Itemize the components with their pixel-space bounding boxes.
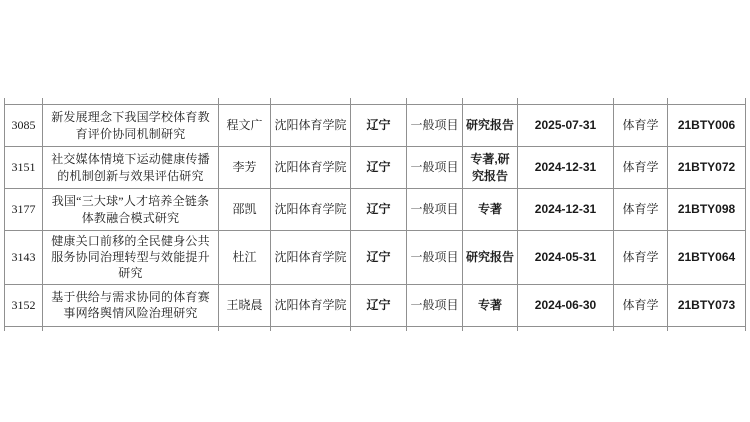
clipped-cell: [271, 326, 351, 331]
cell-due-date: 2024-12-31: [518, 147, 614, 189]
clipped-cell: [668, 326, 746, 331]
cell-province: 辽宁: [351, 105, 407, 147]
clipped-row-bottom: [5, 326, 746, 331]
cell-seq: 3085: [5, 105, 43, 147]
table-row: [5, 231, 746, 285]
cell-province: 辽宁: [351, 147, 407, 189]
cell-project-code: 21BTY006: [668, 105, 746, 147]
cell-discipline: 体育学: [614, 284, 668, 326]
cell-seq: 3177: [5, 189, 43, 231]
cell-province: 辽宁: [351, 189, 407, 231]
clipped-cell: [5, 326, 43, 331]
cell-title: 基于供给与需求协同的体育赛事网络舆情风险治理研究: [43, 284, 219, 326]
cell-result-form: 专著: [463, 189, 518, 231]
cell-project-type: 一般项目: [407, 231, 463, 285]
cell-leader: 王晓晨: [219, 284, 271, 326]
cell-discipline: 体育学: [614, 231, 668, 285]
cell-project-type: 一般项目: [407, 147, 463, 189]
cell-seq: 3143: [5, 231, 43, 285]
clipped-cell: [43, 326, 219, 331]
cell-result-form: 研究报告: [463, 231, 518, 285]
cell-title: 健康关口前移的全民健身公共服务协同治理转型与效能提升研究: [43, 231, 219, 285]
cell-seq: 3152: [5, 284, 43, 326]
clipped-cell: [518, 326, 614, 331]
table-row: [5, 147, 746, 189]
table-row: [5, 105, 746, 147]
cell-institution: 沈阳体育学院: [271, 147, 351, 189]
cell-project-code: 21BTY072: [668, 147, 746, 189]
cell-province: 辽宁: [351, 284, 407, 326]
cell-project-code: 21BTY064: [668, 231, 746, 285]
cell-project-code: 21BTY073: [668, 284, 746, 326]
cell-province: 辽宁: [351, 231, 407, 285]
cell-discipline: 体育学: [614, 147, 668, 189]
cell-discipline: 体育学: [614, 105, 668, 147]
cell-leader: 李芳: [219, 147, 271, 189]
cell-due-date: 2024-05-31: [518, 231, 614, 285]
cell-due-date: 2024-12-31: [518, 189, 614, 231]
cell-discipline: 体育学: [614, 189, 668, 231]
cell-leader: 邵凯: [219, 189, 271, 231]
cell-project-type: 一般项目: [407, 105, 463, 147]
cell-result-form: 专著,研究报告: [463, 147, 518, 189]
clipped-cell: [463, 326, 518, 331]
table-row: [5, 284, 746, 326]
cell-project-code: 21BTY098: [668, 189, 746, 231]
cell-institution: 沈阳体育学院: [271, 189, 351, 231]
cell-project-type: 一般项目: [407, 284, 463, 326]
cell-result-form: 研究报告: [463, 105, 518, 147]
cell-title: 社交媒体情境下运动健康传播的机制创新与效果评估研究: [43, 147, 219, 189]
clipped-cell: [614, 326, 668, 331]
cell-seq: 3151: [5, 147, 43, 189]
cell-institution: 沈阳体育学院: [271, 284, 351, 326]
cell-due-date: 2024-06-30: [518, 284, 614, 326]
cell-leader: 程文广: [219, 105, 271, 147]
cell-leader: 杜江: [219, 231, 271, 285]
clipped-cell: [351, 326, 407, 331]
clipped-cell: [407, 326, 463, 331]
projects-table-container: [4, 98, 746, 331]
table-row: [5, 189, 746, 231]
cell-title: 新发展理念下我国学校体育教育评价协同机制研究: [43, 105, 219, 147]
cell-title: 我国“三大球”人才培养全链条体教融合模式研究: [43, 189, 219, 231]
clipped-cell: [219, 326, 271, 331]
cell-project-type: 一般项目: [407, 189, 463, 231]
cell-institution: 沈阳体育学院: [271, 105, 351, 147]
projects-table: [4, 98, 746, 331]
cell-due-date: 2025-07-31: [518, 105, 614, 147]
cell-result-form: 专著: [463, 284, 518, 326]
cell-institution: 沈阳体育学院: [271, 231, 351, 285]
